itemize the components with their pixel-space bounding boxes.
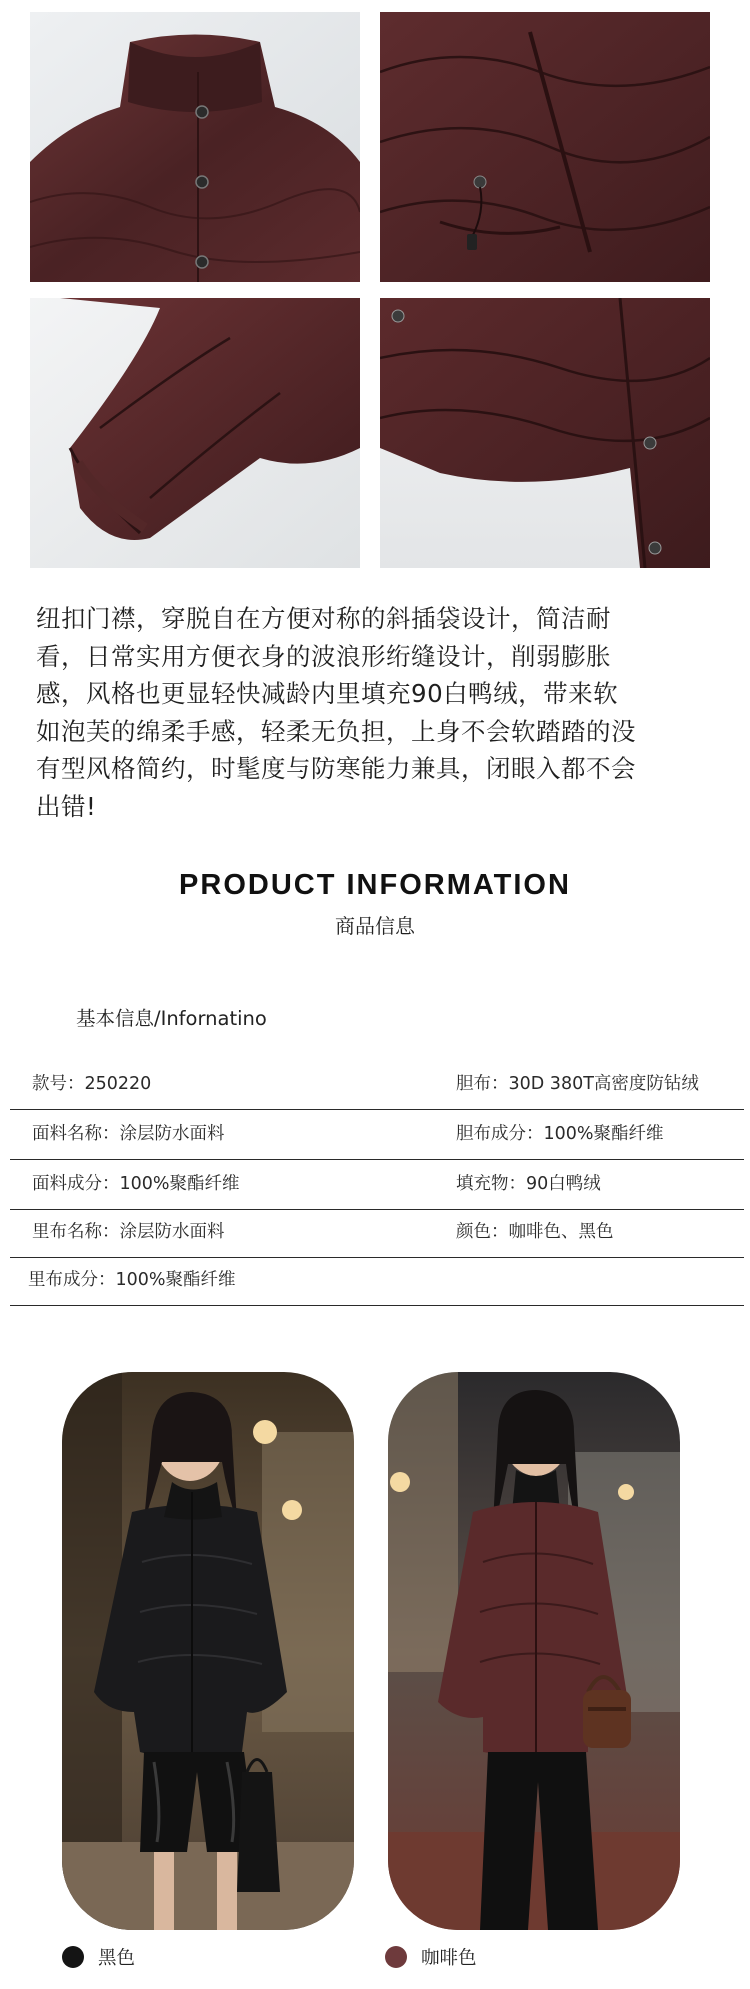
spec-right: 胆布成分：100%聚酯纤维 (456, 1124, 664, 1144)
spec-row (10, 1208, 744, 1258)
detail-photo-pocket (380, 12, 710, 282)
spec-left: 款号：250220 (32, 1074, 152, 1094)
model-photo-black (62, 1372, 354, 1930)
spec-left: 面料名称：涂层防水面料 (32, 1124, 225, 1144)
swatch-brown-label: 咖啡色 (421, 1948, 477, 1969)
detail-photo-hem (380, 298, 710, 568)
detail-photo-collar (30, 12, 360, 282)
swatch-brown-dot[interactable] (385, 1946, 407, 1968)
spec-row (10, 1110, 744, 1160)
swatch-black-dot[interactable] (62, 1946, 84, 1968)
swatch-black-label: 黑色 (98, 1948, 136, 1969)
product-description: 纽扣门襟，穿脱自在方便对称的斜插袋设计，简洁耐看，日常实用方便衣身的波浪形绗缝设计，削弱膨胀感，风格也更显轻快减龄内里填充90白鸭绒，带来软如泡芙的绵柔手感，轻柔无负担，上身不会软踏踏的没有型风格简约，时髦度与防寒能力兼具，闭眼入都不会出错! (36, 604, 636, 821)
spec-right: 填充物：90白鸭绒 (456, 1174, 601, 1194)
model-photo-brown (388, 1372, 680, 1930)
basic-info-label: 基本信息/Infornatino (76, 1007, 267, 1030)
spec-right: 胆布：30D 380T高密度防钻绒 (456, 1074, 699, 1094)
spec-row (10, 1160, 744, 1210)
detail-photo-sleeve (30, 298, 360, 568)
spec-left: 里布成分：100%聚酯纤维 (28, 1270, 236, 1290)
spec-right: 颜色：咖啡色、黑色 (456, 1222, 614, 1242)
spec-row (10, 1256, 744, 1306)
product-info-subtitle: 商品信息 (335, 914, 415, 938)
spec-left: 面料成分：100%聚酯纤维 (32, 1174, 240, 1194)
product-info-title: PRODUCT INFORMATION (179, 869, 571, 901)
spec-row (10, 1060, 744, 1110)
spec-left: 里布名称：涂层防水面料 (32, 1222, 225, 1242)
